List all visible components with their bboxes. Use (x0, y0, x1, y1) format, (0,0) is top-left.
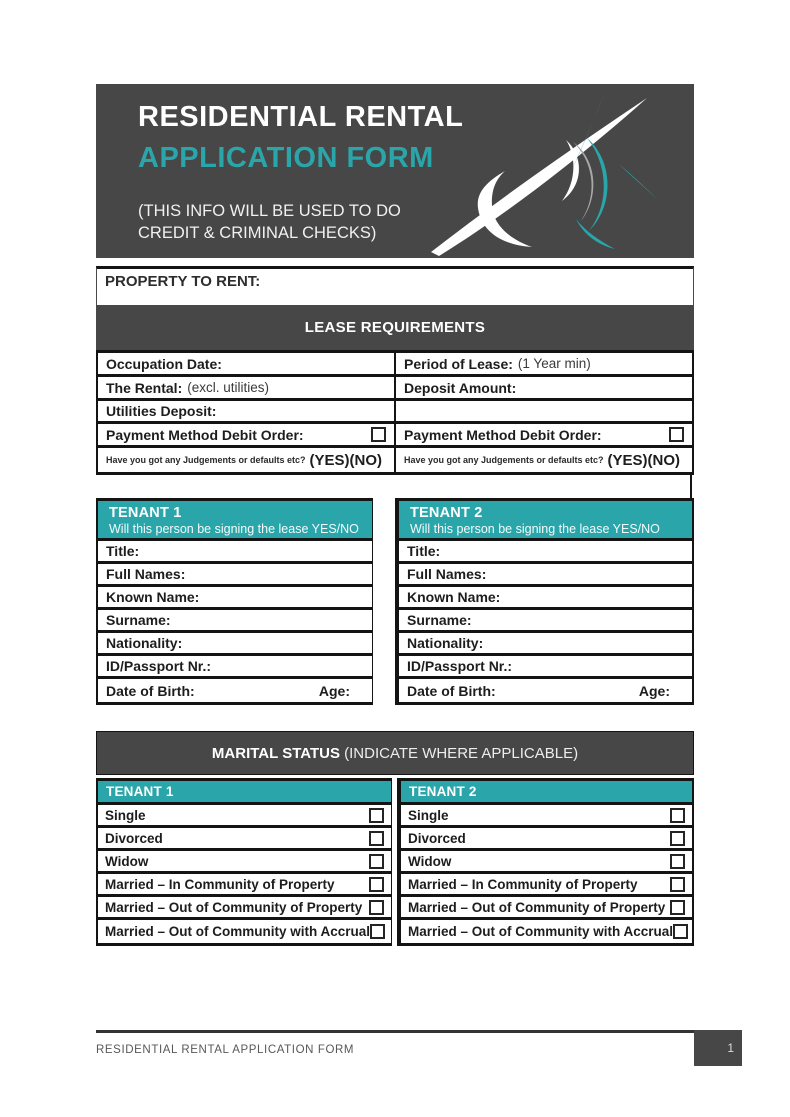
table-row (98, 897, 391, 920)
table-row (98, 805, 391, 828)
judgements-question: Have you got any Judgements or defaults etc? (404, 455, 604, 465)
judgements-cell-tenant2 (394, 448, 692, 472)
logo-teal-blade-right (619, 164, 658, 200)
table-row (98, 610, 372, 633)
id-passport-label: ID/Passport Nr.: (407, 658, 513, 674)
single-label: Single (105, 807, 146, 823)
tenant1-title: TENANT 1 (109, 505, 182, 521)
marital-status-section (96, 778, 694, 946)
table-row (401, 874, 692, 897)
surname-label: Surname: (407, 612, 472, 628)
page-footer (96, 1030, 734, 1056)
tenant2-title-field[interactable] (440, 541, 684, 561)
tenant2-known-name-field[interactable] (500, 587, 684, 607)
table-row (98, 587, 372, 610)
tenant1-table (96, 498, 373, 705)
age-label: Age: (318, 682, 350, 699)
tenant2-title: TENANT 2 (410, 505, 483, 521)
tenant1-married-accrual-checkbox[interactable] (370, 924, 385, 939)
title-label: Title: (407, 543, 441, 559)
logo-white-blade-long (431, 98, 647, 256)
utilities-deposit-cell (98, 401, 394, 421)
lease-requirements-title: LEASE REQUIREMENTS (304, 319, 486, 336)
tenant1-title-field[interactable] (139, 541, 364, 561)
full-names-label: Full Names: (106, 566, 186, 582)
table-row (98, 541, 372, 564)
form-title-line2: APPLICATION FORM (138, 142, 434, 174)
marital-status-header (96, 731, 694, 775)
table-row (401, 805, 692, 828)
table-row (98, 353, 692, 377)
logo-teal-arc-bottom (576, 219, 615, 249)
tenant1-nationality-field[interactable] (182, 633, 364, 653)
married-accrual-label: Married – Out of Community with Accrual (105, 924, 371, 939)
rental-cell (98, 377, 394, 398)
section-gap (96, 475, 694, 498)
edge-border-artifact (690, 475, 692, 498)
rental-note: (excl. utilities) (187, 380, 269, 395)
page-number: 1 (727, 1041, 734, 1055)
married-out-community-label: Married – Out of Community of Property (408, 899, 666, 915)
tenant2-header (399, 501, 692, 541)
tenant2-single-checkbox[interactable] (670, 808, 685, 823)
tenant1-widow-checkbox[interactable] (369, 854, 384, 869)
table-row (401, 920, 692, 943)
payment-method-label: Payment Method Debit Order: (106, 426, 304, 443)
tenant-details-section (96, 498, 694, 705)
divorced-label: Divorced (105, 830, 163, 846)
table-row (401, 851, 692, 874)
property-to-rent-field[interactable] (260, 273, 685, 301)
payment-method-label: Payment Method Debit Order: (404, 426, 602, 443)
occupation-date-field[interactable] (222, 353, 386, 374)
occupation-date-label: Occupation Date: (106, 355, 222, 372)
tenant1-date-of-birth-field[interactable] (195, 679, 319, 702)
full-names-label: Full Names: (407, 566, 487, 582)
table-row (98, 401, 692, 424)
property-to-rent-label: PROPERTY TO RENT: (105, 273, 261, 290)
table-row (399, 633, 692, 656)
utilities-deposit-label: Utilities Deposit: (106, 403, 217, 419)
married-in-community-label: Married – In Community of Property (408, 876, 638, 892)
marital-status-title: MARITAL STATUS (211, 745, 340, 762)
tenant2-widow-checkbox[interactable] (670, 854, 685, 869)
tenant1-full-names-field[interactable] (185, 564, 364, 584)
spacer (304, 424, 371, 445)
tenant2-date-of-birth-field[interactable] (496, 679, 639, 702)
form-subtitle-line2: CREDIT & CRIMINAL CHECKS) (138, 224, 377, 242)
tenant1-header (98, 501, 372, 541)
tenant1-id-passport-field[interactable] (211, 656, 364, 676)
tenant2-divorced-checkbox[interactable] (670, 831, 685, 846)
rental-label: The Rental: (106, 379, 183, 396)
payment-method-checkbox-tenant2[interactable] (669, 427, 684, 442)
table-row (98, 874, 391, 897)
utilities-deposit-field[interactable] (216, 401, 386, 421)
agency-logo (430, 92, 692, 258)
table-row (98, 851, 391, 874)
tenant2-married-out-community-checkbox[interactable] (670, 900, 685, 915)
divorced-label: Divorced (408, 830, 466, 846)
tenant2-married-accrual-checkbox[interactable] (673, 924, 688, 939)
known-name-label: Known Name: (407, 589, 501, 605)
period-of-lease-label: Period of Lease: (404, 355, 513, 372)
table-row (98, 920, 391, 943)
lease-requirements-table (96, 350, 694, 475)
lease-requirements-header (96, 305, 694, 350)
judgements-cell-tenant1 (98, 448, 394, 472)
table-row (399, 564, 692, 587)
marital-status-note (344, 745, 578, 762)
deposit-amount-field[interactable] (516, 377, 684, 398)
tenant2-id-passport-field[interactable] (512, 656, 684, 676)
table-row (98, 633, 372, 656)
table-row (399, 587, 692, 610)
date-of-birth-label: Date of Birth: (407, 682, 496, 699)
table-row (98, 448, 692, 472)
nationality-label: Nationality: (106, 635, 183, 651)
marital-tenant1-table (96, 778, 392, 946)
id-passport-label: ID/Passport Nr.: (106, 658, 212, 674)
form-subtitle-line1: (THIS INFO WILL BE USED TO DO (138, 202, 401, 220)
married-out-community-label: Married – Out of Community of Property (105, 899, 363, 915)
widow-label: Widow (105, 853, 149, 869)
tenant2-nationality-field[interactable] (483, 633, 684, 653)
table-row (401, 897, 692, 920)
nationality-label: Nationality: (407, 635, 484, 651)
logo-teal-arc-outer (587, 138, 608, 231)
property-to-rent-section (96, 266, 694, 305)
table-row (98, 679, 372, 702)
married-in-community-label: Married – In Community of Property (105, 876, 335, 892)
tenant2-surname-field[interactable] (472, 610, 684, 630)
tenant2-table (395, 498, 694, 705)
title-label: Title: (106, 543, 140, 559)
tenant1-signing-question: Will this person be signing the lease YES/NO (109, 522, 359, 536)
form-header (96, 84, 694, 258)
tenant1-married-out-community-checkbox[interactable] (369, 900, 384, 915)
period-of-lease-field[interactable] (591, 353, 684, 374)
spacer (602, 424, 669, 445)
marital-tenant2-header: TENANT 2 (401, 781, 692, 805)
marital-status-note-text: (INDICATE WHERE APPLICABLE) (344, 745, 579, 762)
empty-cell (394, 401, 692, 421)
page-number-badge (694, 1030, 742, 1066)
tenant2-married-in-community-checkbox[interactable] (670, 877, 685, 892)
judgements-question: Have you got any Judgements or defaults etc? (106, 455, 306, 465)
tenant1-surname-field[interactable] (171, 610, 364, 630)
table-row (98, 377, 692, 401)
judgements-yes-no-tenant1[interactable]: (YES)(NO) (309, 451, 383, 469)
tenant2-full-names-field[interactable] (486, 564, 684, 584)
tenant2-signing-question: Will this person be signing the lease YES/NO (410, 522, 660, 536)
rental-field[interactable] (269, 377, 386, 398)
date-of-birth-label: Date of Birth: (106, 682, 195, 699)
payment-method-cell-tenant1 (98, 424, 394, 445)
surname-label: Surname: (106, 612, 171, 628)
footer-title: RESIDENTIAL RENTAL APPLICATION FORM (96, 1044, 355, 1056)
tenant1-single-checkbox[interactable] (369, 808, 384, 823)
marital-tenant2-table (397, 778, 694, 946)
deposit-amount-cell (394, 377, 692, 398)
tenant1-divorced-checkbox[interactable] (369, 831, 384, 846)
occupation-date-cell (98, 353, 394, 374)
single-label: Single (408, 807, 449, 823)
table-row (399, 679, 692, 702)
form-title-line1: RESIDENTIAL RENTAL (138, 101, 464, 133)
table-row (98, 424, 692, 448)
tenant1-married-in-community-checkbox[interactable] (369, 877, 384, 892)
married-accrual-label: Married – Out of Community with Accrual (408, 924, 674, 939)
widow-label: Widow (408, 853, 452, 869)
empty-field[interactable] (404, 401, 684, 421)
table-row (401, 828, 692, 851)
table-row (98, 564, 372, 587)
table-row (98, 828, 391, 851)
known-name-label: Known Name: (106, 589, 200, 605)
judgements-yes-no-tenant2[interactable]: (YES)(NO) (607, 451, 681, 469)
period-of-lease-cell (394, 353, 692, 374)
payment-method-checkbox-tenant1[interactable] (371, 427, 386, 442)
payment-method-cell-tenant2 (394, 424, 692, 445)
tenant1-known-name-field[interactable] (199, 587, 364, 607)
period-of-lease-note: (1 Year min) (517, 356, 591, 371)
age-label: Age: (638, 682, 670, 699)
marital-tenant1-header: TENANT 1 (98, 781, 391, 805)
table-row (399, 656, 692, 679)
table-row (399, 541, 692, 564)
table-row (399, 610, 692, 633)
table-row (98, 656, 372, 679)
deposit-amount-label: Deposit Amount: (404, 379, 517, 396)
